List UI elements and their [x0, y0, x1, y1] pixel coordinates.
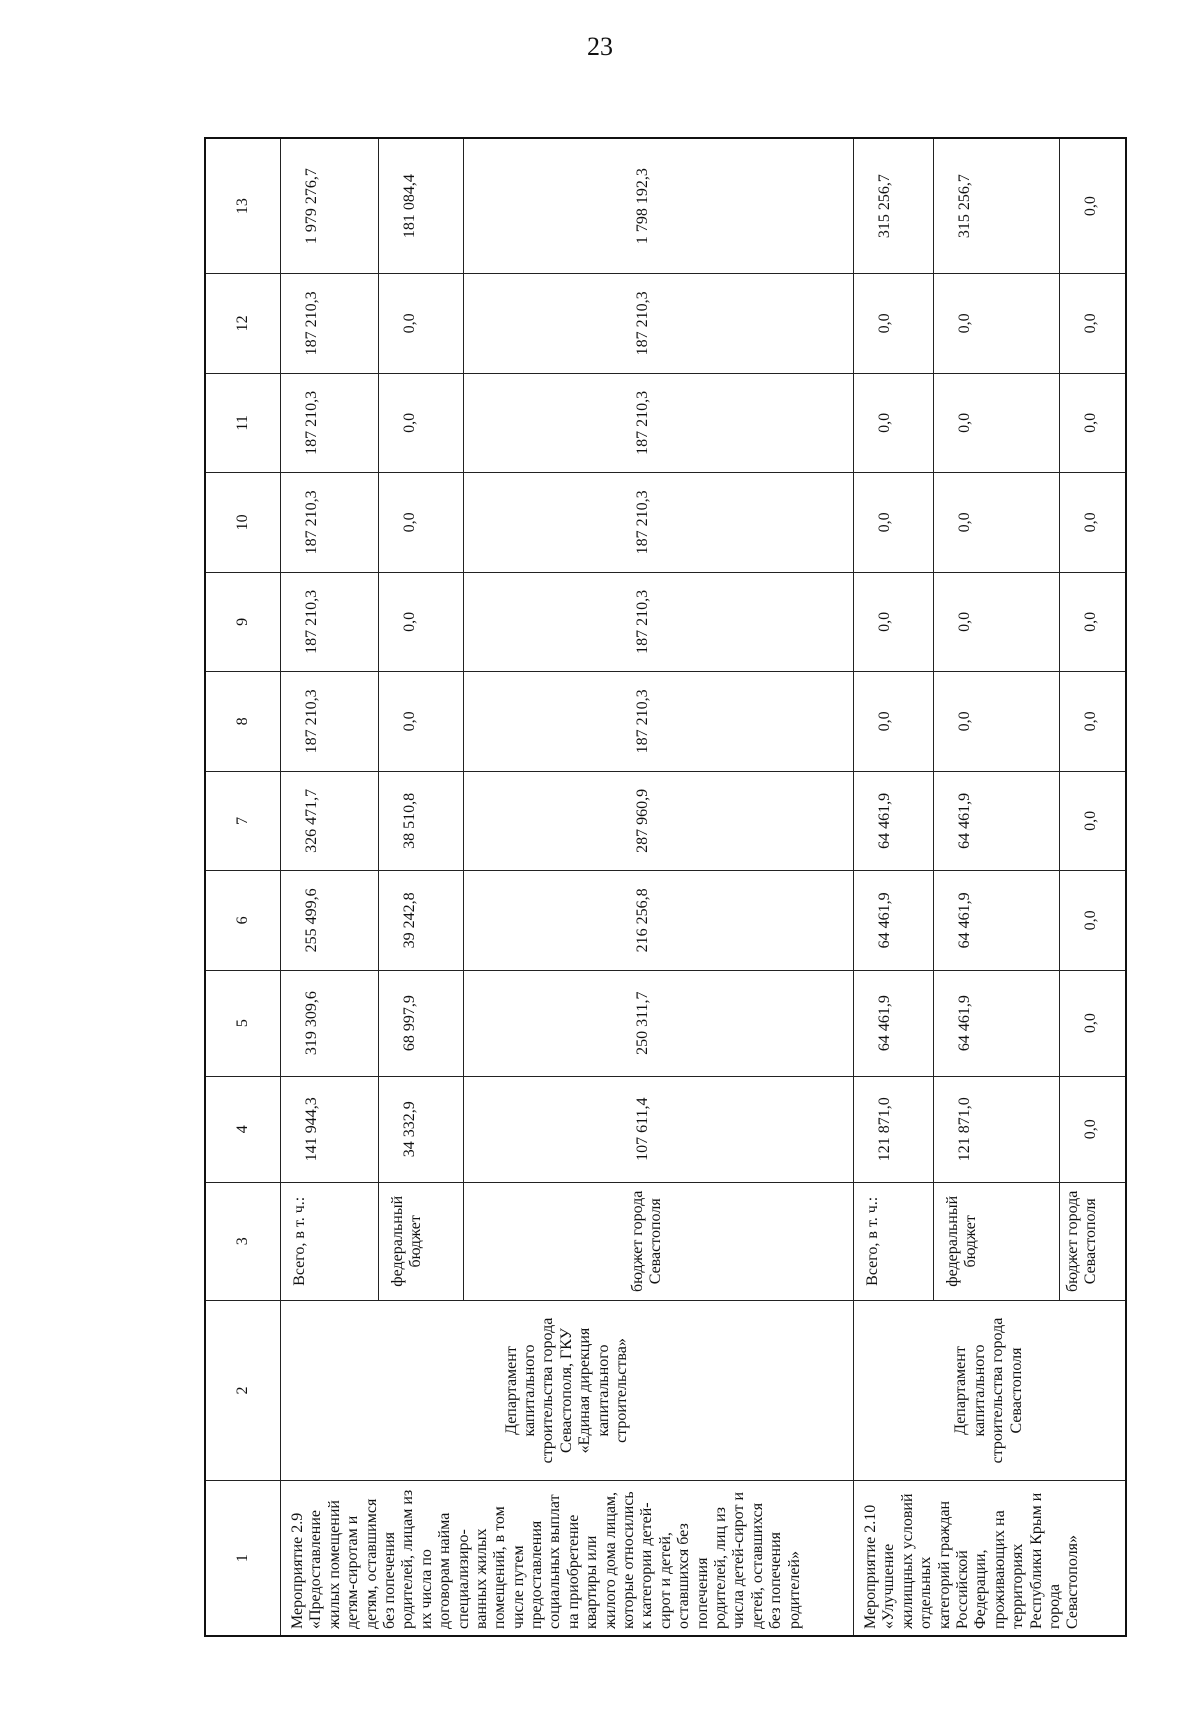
value-cell: 64 461,9 [934, 970, 1060, 1076]
header-cell: 11 [205, 373, 281, 473]
measure-name-cell: Мероприятие 2.9 «Предоставление жилых помещений детям-сиротам и детям, оставшимся без попечения родителей, лицам из их числа по договорам найма специализиро-ванных жилых помещений, в том числе путем предоставления социальных выплат на приобретение квартиры или жилого дома лицам, которые относились к категории детей-сирот и детей, оставшихся без попечения родителей, лиц из числа детей-сирот и детей, оставшихся без попечения родителей» [281, 1481, 854, 1636]
value-cell: 187 210,3 [281, 572, 379, 672]
value-cell: 0,0 [1060, 771, 1126, 871]
value-cell: 121 871,0 [854, 1076, 934, 1182]
header-row [205, 138, 281, 1636]
value-cell: 0,0 [379, 473, 464, 573]
value-cell: 0,0 [934, 274, 1060, 374]
page-number: 23 [587, 32, 613, 61]
header-cell: 4 [205, 1076, 281, 1182]
source-cell: федеральный бюджет [934, 1182, 1060, 1300]
value-cell: 0,0 [854, 373, 934, 473]
value-cell: 0,0 [934, 373, 1060, 473]
value-cell: 0,0 [1060, 473, 1126, 573]
value-cell: 0,0 [854, 572, 934, 672]
source-cell: Всего, в т. ч.: [281, 1182, 379, 1300]
header-cell: 10 [205, 473, 281, 573]
value-cell: 0,0 [379, 373, 464, 473]
header-cell: 5 [205, 970, 281, 1076]
source-cell: бюджет города Севастополя [1060, 1182, 1126, 1300]
value-cell: 250 311,7 [464, 970, 854, 1076]
header-cell: 2 [205, 1300, 281, 1480]
executor-cell: Департамент капитального строительства города Севастополя, ГКУ «Единая дирекция капитального строительства» [281, 1300, 854, 1480]
value-cell: 181 084,4 [379, 138, 464, 274]
value-cell: 1 798 192,3 [464, 138, 854, 274]
value-cell: 315 256,7 [934, 138, 1060, 274]
value-cell: 319 309,6 [281, 970, 379, 1076]
value-cell: 0,0 [1060, 138, 1126, 274]
header-cell: 1 [205, 1481, 281, 1636]
value-cell: 38 510,8 [379, 771, 464, 871]
header-cell: 8 [205, 672, 281, 772]
budget-table [204, 137, 1127, 1637]
value-cell: 64 461,9 [854, 771, 934, 871]
value-cell: 216 256,8 [464, 871, 854, 971]
value-cell: 0,0 [934, 473, 1060, 573]
header-cell: 13 [205, 138, 281, 274]
value-cell: 0,0 [379, 572, 464, 672]
value-cell: 0,0 [1060, 672, 1126, 772]
value-cell: 0,0 [1060, 373, 1126, 473]
table-row [281, 138, 379, 1636]
header-cell: 7 [205, 771, 281, 871]
value-cell: 1 979 276,7 [281, 138, 379, 274]
header-cell: 6 [205, 871, 281, 971]
value-cell: 64 461,9 [854, 871, 934, 971]
value-cell: 34 332,9 [379, 1076, 464, 1182]
value-cell: 141 944,3 [281, 1076, 379, 1182]
value-cell: 187 210,3 [464, 473, 854, 573]
value-cell: 68 997,9 [379, 970, 464, 1076]
value-cell: 0,0 [934, 572, 1060, 672]
value-cell: 187 210,3 [464, 572, 854, 672]
value-cell: 64 461,9 [854, 970, 934, 1076]
rotated-table-container [204, 137, 1119, 1637]
value-cell: 0,0 [854, 274, 934, 374]
value-cell: 39 242,8 [379, 871, 464, 971]
value-cell: 0,0 [1060, 274, 1126, 374]
value-cell: 0,0 [379, 672, 464, 772]
measure-name-cell: Мероприятие 2.10 «Улучшение жилищных условий отдельных категорий граждан Российской Федерации, проживающих на территориях Республики Крым и города Севастополя» [854, 1481, 1126, 1636]
value-cell: 287 960,9 [464, 771, 854, 871]
source-cell: Всего, в т. ч.: [854, 1182, 934, 1300]
value-cell: 64 461,9 [934, 871, 1060, 971]
value-cell: 64 461,9 [934, 771, 1060, 871]
source-cell: бюджет города Севастополя [464, 1182, 854, 1300]
value-cell: 187 210,3 [464, 274, 854, 374]
header-cell: 9 [205, 572, 281, 672]
value-cell: 107 611,4 [464, 1076, 854, 1182]
value-cell: 0,0 [379, 274, 464, 374]
value-cell: 187 210,3 [281, 274, 379, 374]
value-cell: 0,0 [1060, 871, 1126, 971]
header-cell: 12 [205, 274, 281, 374]
table-frame [204, 137, 1119, 1637]
value-cell: 0,0 [934, 672, 1060, 772]
value-cell: 121 871,0 [934, 1076, 1060, 1182]
value-cell: 187 210,3 [281, 473, 379, 573]
source-cell: федеральный бюджет [379, 1182, 464, 1300]
value-cell: 326 471,7 [281, 771, 379, 871]
value-cell: 0,0 [854, 473, 934, 573]
value-cell: 187 210,3 [281, 373, 379, 473]
table-row [854, 138, 934, 1636]
value-cell: 187 210,3 [281, 672, 379, 772]
value-cell: 0,0 [854, 672, 934, 772]
value-cell: 315 256,7 [854, 138, 934, 274]
value-cell: 187 210,3 [464, 373, 854, 473]
header-cell: 3 [205, 1182, 281, 1300]
value-cell: 187 210,3 [464, 672, 854, 772]
executor-cell: Департамент капитального строительства города Севастополя [854, 1300, 1126, 1480]
value-cell: 255 499,6 [281, 871, 379, 971]
value-cell: 0,0 [1060, 1076, 1126, 1182]
value-cell: 0,0 [1060, 572, 1126, 672]
value-cell: 0,0 [1060, 970, 1126, 1076]
